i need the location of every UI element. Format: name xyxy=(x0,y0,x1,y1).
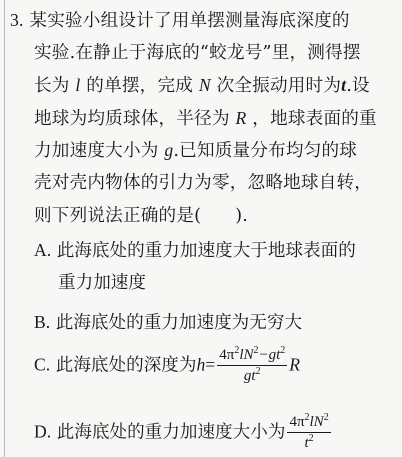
gravity-numerator: $4\pi^2lN^2$ xyxy=(289,412,329,430)
var-N: N xyxy=(198,75,211,96)
var-t: t xyxy=(341,75,347,96)
option-b-text: 此海底处的重力加速度为无穷大 xyxy=(55,313,303,333)
gravity-formula xyxy=(287,412,330,453)
gravity-denominator: $t^2$ xyxy=(287,432,330,453)
stem-line-2: 实验.在静止于海底的“蛟龙号”里，测得摆 xyxy=(34,42,361,63)
option-a[interactable] xyxy=(34,237,356,262)
stem-line-6: 壳对壳内物体的引力为零，忽略地球自转， xyxy=(34,172,373,193)
stem-line-3: 长为 l 的单摆，完成 N 次全振动用时为t.设 xyxy=(34,75,370,97)
option-b-label: B. xyxy=(34,312,51,332)
var-R-c: R xyxy=(289,354,301,375)
option-a-label: A. xyxy=(34,240,52,260)
option-d-label: D. xyxy=(34,421,52,442)
depth-denominator: $gt^2$ xyxy=(217,365,287,386)
margin-rule xyxy=(4,0,5,457)
stem-line-4: 地球为均质球体，半径为 R ，地球表面的重 xyxy=(34,107,377,129)
option-a-text: 此海底处的重力加速度大于地球表面的 xyxy=(56,241,356,261)
question-stem xyxy=(10,4,398,232)
var-h: h xyxy=(196,354,206,375)
var-l: l xyxy=(75,75,81,96)
stem-line-7: 则下列说法正确的是( ). xyxy=(34,205,249,226)
option-a-continued: 重力加速度 xyxy=(58,273,146,293)
question-number: 3. xyxy=(10,10,24,30)
option-d-text: 此海底处的重力加速度大小为 xyxy=(56,422,286,443)
option-d[interactable] xyxy=(34,412,333,453)
option-c-text: 此海底处的深度为 xyxy=(55,355,197,376)
stem-line-1: 3. 某实验小组设计了用单摆测量海底深度的 xyxy=(10,10,350,31)
var-g: g xyxy=(164,140,174,161)
depth-numerator: $4\pi^2lN^2-gt^2$ xyxy=(219,345,286,363)
stem-line-5: 力加速度大小为 g.已知质量分布均匀的球 xyxy=(34,140,358,162)
var-R: R xyxy=(235,107,247,128)
depth-formula xyxy=(217,345,287,386)
option-c[interactable]: C. 此海底处的深度为h= $\frac{4\pi^2lN^2-gt^2}{gt^2}$ R xyxy=(34,345,301,384)
option-c-label: C. xyxy=(34,354,51,375)
option-b[interactable] xyxy=(34,309,302,334)
